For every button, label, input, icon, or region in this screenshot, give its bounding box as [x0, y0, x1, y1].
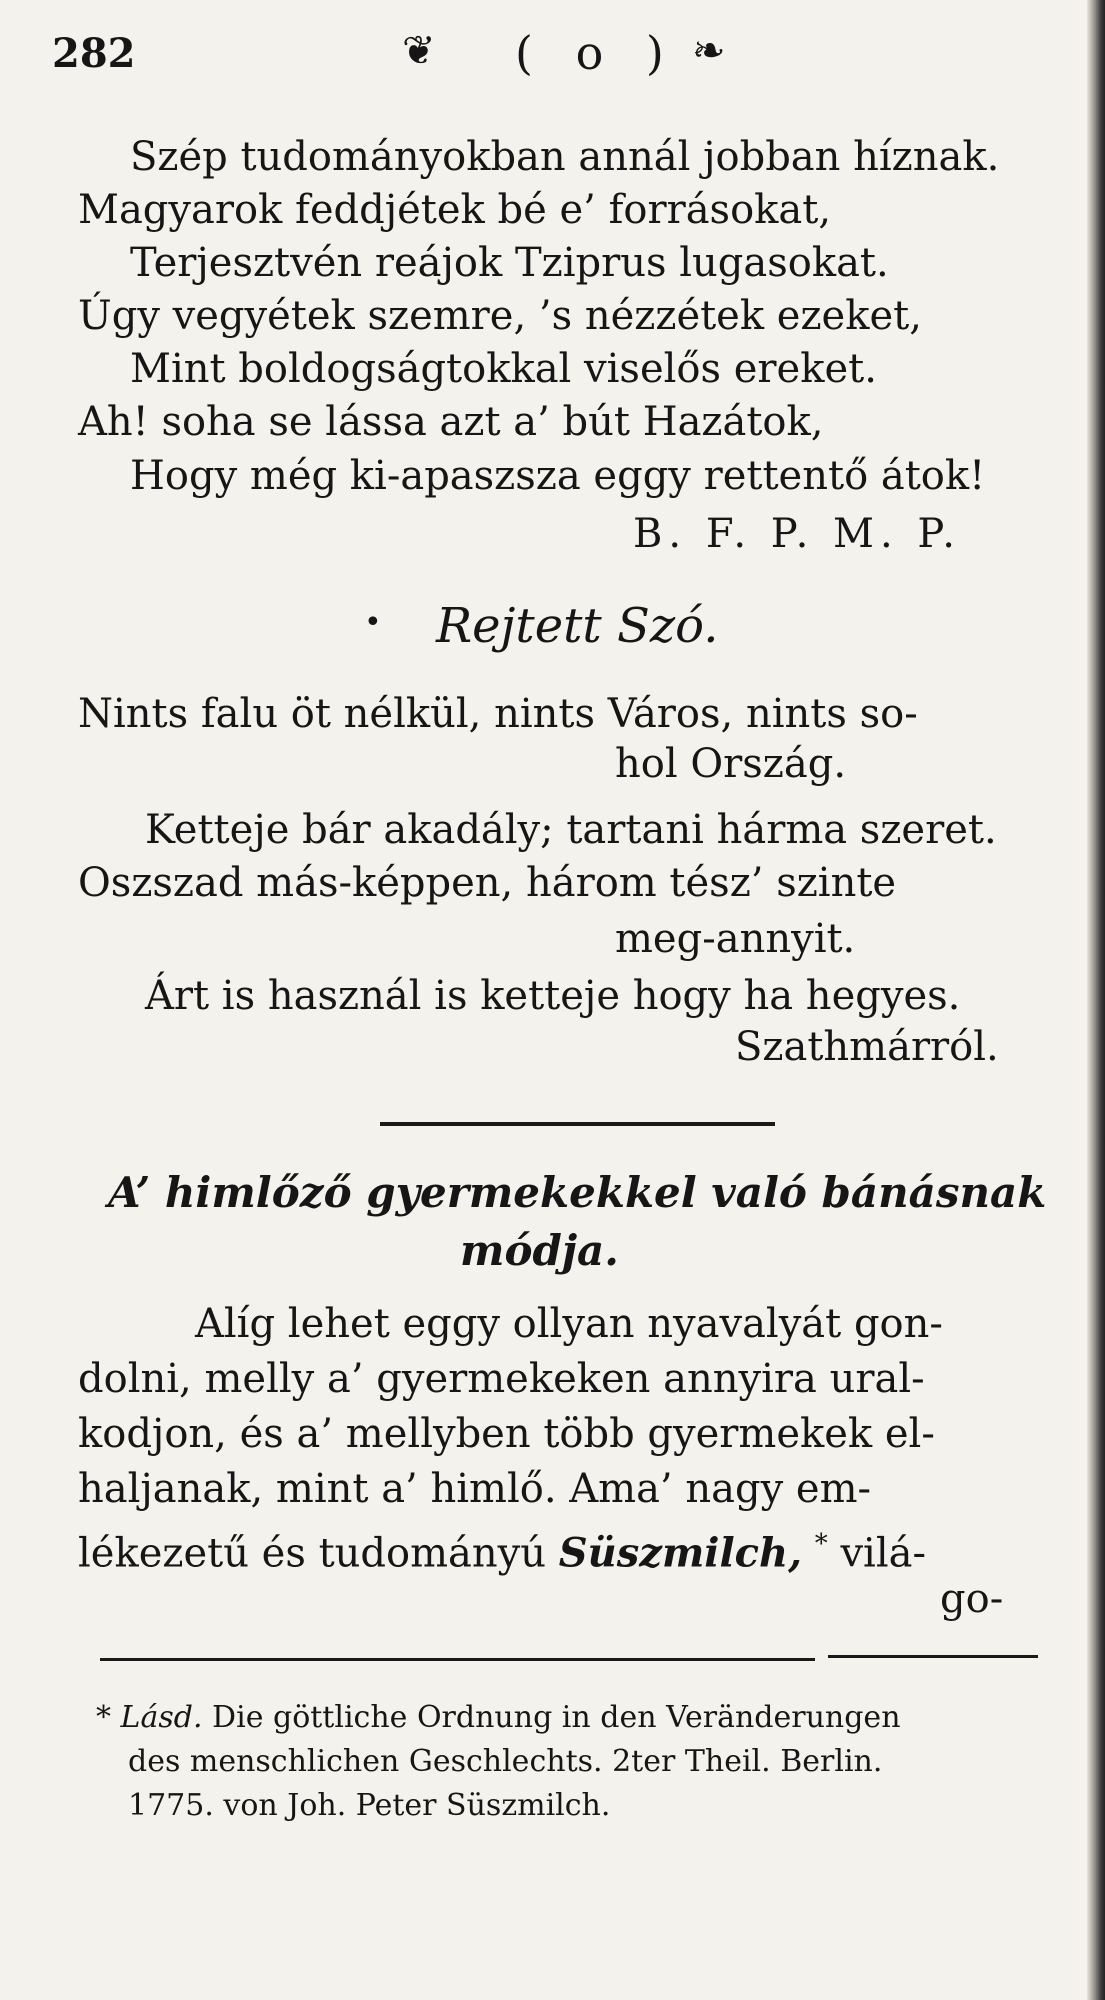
poem-line-3: Terjesztvén reájok Tziprus lugasokat. — [130, 240, 889, 286]
poem-line-1: Szép tudományokban annál jobban híznak. — [130, 134, 1000, 180]
article-line-2: dolni, melly a’ gyermekeken annyira ural- — [78, 1356, 925, 1402]
poem-line-5: Mint boldogságtokkal viselős ereket. — [130, 346, 877, 392]
footnote-marker: * — [96, 1700, 111, 1735]
riddle-line-4: Árt is használ is ketteje hogy ha hegyes. — [145, 973, 961, 1019]
article-line-5-start: lékezetű és tudományú — [78, 1530, 547, 1577]
footnote-divider-left — [100, 1658, 815, 1661]
footnote-line-1-rest: Die göttliche Ordnung in den Veränderungen — [212, 1700, 901, 1735]
article-title: A’ himlőző gyermekekkel való bánásnak — [108, 1168, 1047, 1217]
poem-line-7: Hogy még ki-apaszsza eggy rettentő átok! — [130, 453, 986, 499]
footnote-line-1 — [96, 1698, 901, 1738]
riddle-line-1-cont: hol Ország. — [615, 741, 847, 787]
poem-line-2: Magyarok feddjétek bé e’ forrásokat, — [78, 187, 832, 233]
article-title-cont: módja. — [460, 1226, 619, 1275]
footnote-reference: * — [814, 1529, 828, 1559]
page-edge — [1087, 0, 1105, 2000]
riddle-line-3: Oszszad más-képpen, három tész’ szinte — [78, 860, 897, 906]
riddle-signature: Szathmárról. — [735, 1024, 999, 1070]
footnote-divider-right — [828, 1655, 1038, 1658]
section-divider — [380, 1122, 775, 1126]
footnote-line-2: des menschlichen Geschlechts. 2ter Theil. Berlin. — [128, 1744, 883, 1779]
riddle-title: Rejtett Szó. — [436, 598, 719, 654]
header-parenthetical: ( o ) — [515, 26, 678, 80]
poem-line-6: Ah! soha se lássa azt a’ bút Hazátok, — [78, 399, 824, 445]
article-line-5 — [78, 1520, 926, 1577]
page-header — [0, 22, 1060, 92]
page-number: 282 — [52, 30, 136, 77]
footnote-line-3: 1775. von Joh. Peter Süszmilch. — [128, 1788, 611, 1823]
article-line-5-end: vilá- — [840, 1530, 926, 1577]
article-line-1: Alíg lehet eggy ollyan nyavalyát gon- — [195, 1301, 943, 1347]
article-line-4: haljanak, mint a’ himlő. Ama’ nagy em- — [78, 1466, 872, 1512]
title-bullet: • — [364, 605, 382, 640]
riddle-line-1: Nints falu öt nélkül, nints Város, nints so- — [78, 691, 918, 737]
poem-line-4: Úgy vegyétek szemre, ’s nézzétek ezeket, — [78, 293, 922, 339]
article-line-3: kodjon, és a’ mellyben több gyermekek el- — [78, 1411, 935, 1457]
riddle-line-3-cont: meg-annyit. — [615, 916, 856, 962]
poem-signature: B. F. P. M. P. — [633, 511, 961, 557]
ornament-right-icon: ❧ — [692, 28, 726, 74]
riddle-line-2: Ketteje bár akadály; tartani hárma szeret. — [145, 807, 997, 853]
ornament-left-icon: ❦ — [402, 28, 436, 74]
catchword: go- — [940, 1576, 1004, 1622]
author-name: Süszmilch, — [558, 1529, 803, 1577]
footnote-lead: Lásd. — [120, 1700, 203, 1735]
